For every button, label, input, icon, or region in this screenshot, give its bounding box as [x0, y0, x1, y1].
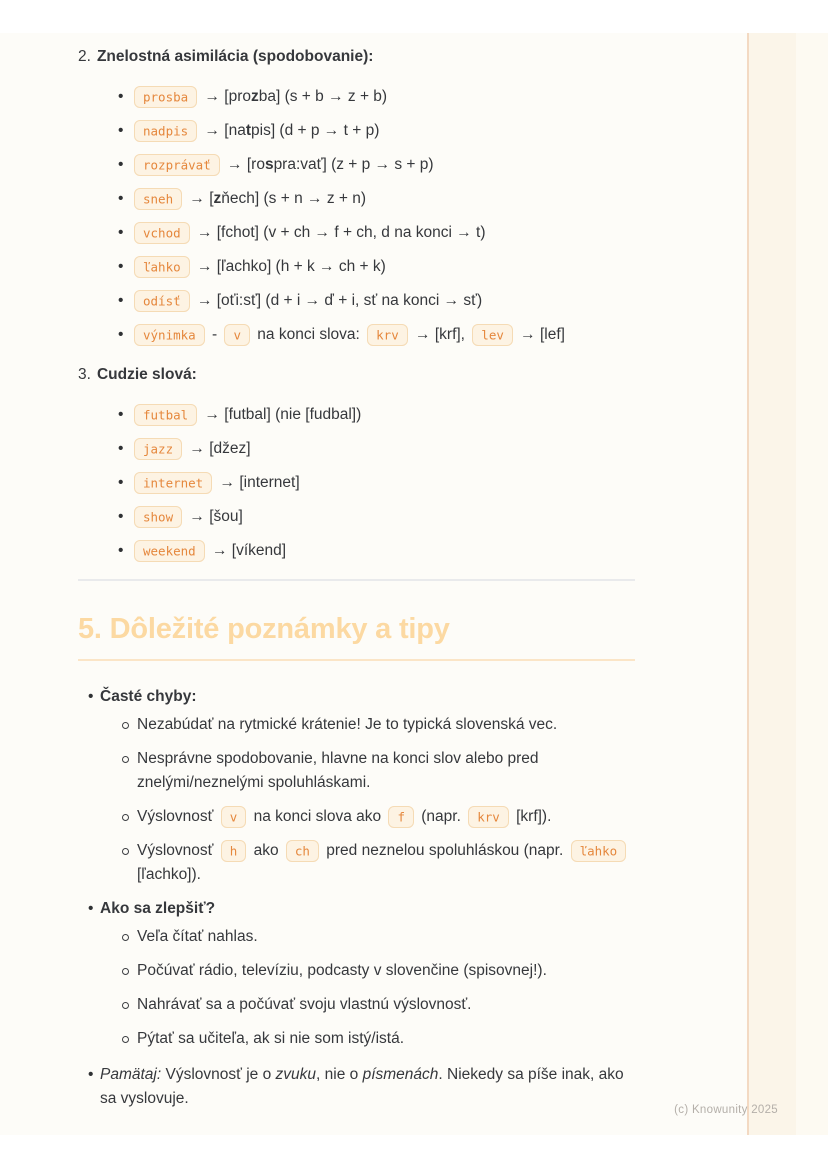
code-chip: h	[221, 840, 247, 862]
sub-list-item	[122, 839, 635, 887]
code-chip: ľahko	[571, 840, 627, 862]
notes-list	[78, 685, 635, 1111]
sub-list-item	[122, 713, 635, 737]
sub-item-text	[137, 925, 635, 949]
section-number: 2.	[78, 48, 91, 65]
notes-final-item	[88, 1063, 635, 1111]
code-chip: krv	[367, 324, 408, 346]
notes-sub-list	[100, 713, 635, 887]
section-heading: 5. Dôležité poznámky a tipy	[78, 611, 635, 661]
list-item-text	[131, 255, 635, 279]
list-item-text	[131, 403, 635, 427]
bullet-marker: •	[118, 122, 124, 139]
text-segment: (napr.	[416, 808, 466, 825]
notes-group-title: Časté chyby:	[100, 688, 197, 705]
list-item-text	[131, 221, 635, 245]
bullet-marker: •	[118, 406, 124, 423]
text-segment: [ľachko]).	[137, 866, 201, 883]
list-item-text	[131, 323, 635, 347]
notes-group	[88, 685, 635, 897]
text-segment: Nesprávne spodobovanie, hlavne na konci slov alebo pred znelými/neznelými spoluhláskami.	[137, 750, 539, 791]
text-segment: pis] (d + p → t + p)	[251, 122, 380, 139]
list-item	[118, 153, 635, 177]
text-segment: Výslovnosť	[137, 808, 218, 825]
circle-marker	[122, 934, 129, 941]
text-segment: Počúvať rádio, televíziu, podcasty v slovenčine (spisovnej!).	[137, 962, 547, 979]
code-chip: show	[134, 506, 182, 528]
circle-marker	[122, 814, 129, 821]
text-segment: z	[213, 190, 222, 207]
list-item-text	[100, 1063, 635, 1111]
code-chip: sneh	[134, 188, 182, 210]
text-segment: t	[245, 122, 251, 139]
code-chip: v	[224, 324, 250, 346]
right-margin-outer-band	[796, 33, 828, 1135]
text-segment: → [oťi:sť] (d + i → ď + i, sť na konci → sť)	[192, 292, 483, 309]
list-item-text	[131, 505, 635, 529]
bullet-marker: •	[118, 508, 124, 525]
text-segment: → [fchot] (v + ch → f + ch, d na konci → t)	[192, 224, 486, 241]
list-item	[118, 119, 635, 143]
code-chip: f	[388, 806, 414, 828]
section-number: 3.	[78, 366, 91, 383]
list-item	[118, 323, 635, 347]
notes-group-title: Ako sa zlepšiť?	[100, 900, 216, 917]
text-segment: → [ro	[222, 156, 265, 173]
list-item	[118, 221, 635, 245]
list-item-text	[131, 119, 635, 143]
section-divider	[78, 579, 635, 581]
numbered-section-title	[78, 45, 635, 69]
sub-item-text	[137, 713, 635, 737]
circle-marker	[122, 1002, 129, 1009]
bullet-marker: •	[88, 900, 94, 917]
list-item	[118, 505, 635, 529]
document-content	[78, 45, 635, 1111]
bullet-marker: •	[118, 258, 124, 275]
text-segment: Nahrávať sa a počúvať svoju vlastnú výslovnosť.	[137, 996, 472, 1013]
text-segment: → [krf],	[410, 326, 470, 343]
circle-marker	[122, 722, 129, 729]
sub-list-item	[122, 1027, 635, 1051]
code-chip: krv	[468, 806, 509, 828]
text-segment: Výslovnosť je o	[161, 1066, 276, 1083]
list-item	[118, 437, 635, 461]
code-chip: internet	[134, 472, 212, 494]
text-segment: s	[264, 156, 274, 173]
text-segment: [krf]).	[511, 808, 552, 825]
list-item	[118, 539, 635, 563]
text-segment: → [internet]	[215, 474, 300, 491]
text-segment: na konci slova ako	[249, 808, 386, 825]
list-item-text	[131, 539, 635, 563]
list-item-text	[131, 85, 635, 109]
bullet-marker: •	[118, 292, 124, 309]
code-chip: v	[221, 806, 247, 828]
code-chip: odísť	[134, 290, 190, 312]
text-segment: → [	[185, 190, 214, 207]
bullet-marker: •	[118, 224, 124, 241]
circle-marker	[122, 968, 129, 975]
code-chip: vchod	[134, 222, 190, 244]
foreign-words-list	[78, 403, 635, 563]
bullet-marker: •	[118, 88, 124, 105]
notes-group	[88, 897, 635, 1061]
text-segment: Nezabúdať na rytmické krátenie! Je to typická slovenská vec.	[137, 716, 558, 733]
code-chip: ch	[286, 840, 319, 862]
text-segment: Pýtať sa učiteľa, ak si nie som istý/istá.	[137, 1030, 405, 1047]
list-item	[118, 289, 635, 313]
bullet-marker: •	[118, 542, 124, 559]
code-chip: jazz	[134, 438, 182, 460]
bullet-marker: •	[118, 156, 124, 173]
text-segment: ba] (s + b → z + b)	[258, 88, 388, 105]
list-item	[118, 403, 635, 427]
code-chip: prosba	[134, 86, 197, 108]
text-segment: → [víkend]	[207, 542, 287, 559]
text-segment: . Niekedy sa píše inak, ako sa vyslovuje.	[100, 1066, 624, 1107]
text-segment: -	[207, 326, 222, 343]
sub-item-text	[137, 1027, 635, 1051]
sub-list-item	[122, 805, 635, 829]
list-item	[118, 85, 635, 109]
text-segment: → [na	[200, 122, 246, 139]
code-chip: weekend	[134, 540, 205, 562]
code-chip: nadpis	[134, 120, 197, 142]
text-segment: písmenách	[362, 1066, 439, 1083]
list-item	[118, 255, 635, 279]
text-segment: → [pro	[200, 88, 251, 105]
list-item	[118, 471, 635, 495]
numbered-section-title	[78, 363, 635, 387]
circle-marker	[122, 1036, 129, 1043]
sub-list-item	[122, 959, 635, 983]
list-item-text	[131, 187, 635, 211]
list-item-text	[131, 153, 635, 177]
bullet-marker: •	[88, 1066, 94, 1083]
bullet-marker: •	[118, 326, 124, 343]
sub-list-item	[122, 747, 635, 795]
list-item-text	[131, 289, 635, 313]
section-title-text: Znelostná asimilácia (spodobovanie):	[96, 48, 374, 65]
text-segment: → [šou]	[185, 508, 243, 525]
text-segment: ako	[249, 842, 283, 859]
circle-marker	[122, 848, 129, 855]
sub-item-text	[137, 959, 635, 983]
notes-sub-list	[100, 925, 635, 1051]
text-segment: pra:vať] (z + p → s + p)	[273, 156, 434, 173]
watermark: (c) Knowunity 2025	[674, 1104, 778, 1116]
list-item-text	[131, 437, 635, 461]
text-segment: → [futbal] (nie [fudbal])	[200, 406, 362, 423]
page-edge-line	[747, 33, 749, 1135]
list-item	[118, 187, 635, 211]
sub-item-text	[137, 839, 635, 887]
code-chip: lev	[472, 324, 513, 346]
bullet-marker: •	[118, 440, 124, 457]
section-title-text: Cudzie slová:	[96, 366, 197, 383]
text-segment: → [lef]	[515, 326, 565, 343]
sub-item-text	[137, 993, 635, 1017]
text-segment: zvuku	[275, 1066, 317, 1083]
code-chip: rozprávať	[134, 154, 220, 176]
sub-list-item	[122, 993, 635, 1017]
right-margin-band	[749, 33, 796, 1135]
text-segment: z	[250, 88, 259, 105]
text-segment: , nie o	[316, 1066, 363, 1083]
text-segment: ňech] (s + n → z + n)	[221, 190, 367, 207]
text-segment: Veľa čítať nahlas.	[137, 928, 258, 945]
sub-item-text	[137, 805, 635, 829]
text-segment: pred neznelou spoluhláskou (napr.	[321, 842, 568, 859]
bullet-marker: •	[118, 474, 124, 491]
text-segment: Výslovnosť	[137, 842, 218, 859]
text-segment: → [ľachko] (h + k → ch + k)	[192, 258, 386, 275]
text-segment: na konci slova:	[253, 326, 365, 343]
sub-item-text	[137, 747, 635, 795]
text-segment: Pamätaj:	[100, 1066, 162, 1083]
code-chip: futbal	[134, 404, 197, 426]
text-segment: → [džez]	[185, 440, 251, 457]
bullet-marker: •	[118, 190, 124, 207]
circle-marker	[122, 756, 129, 763]
sub-list-item	[122, 925, 635, 949]
code-chip: výnimka	[134, 324, 205, 346]
document-page	[0, 33, 828, 1135]
list-item-text	[131, 471, 635, 495]
bullet-marker: •	[88, 688, 94, 705]
code-chip: ľahko	[134, 256, 190, 278]
assimilation-list	[78, 85, 635, 347]
